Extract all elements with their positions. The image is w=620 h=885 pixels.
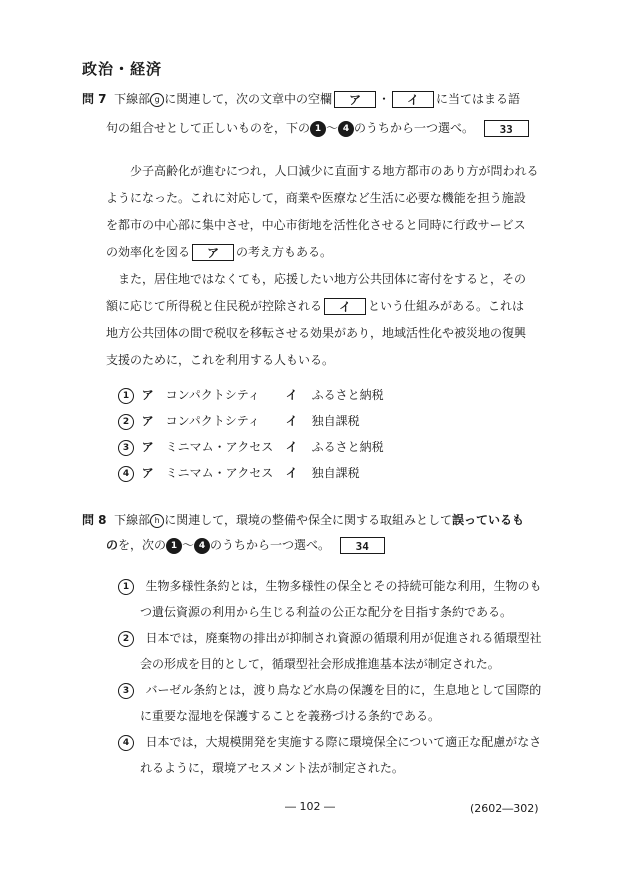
underline-marker-g: g [150, 93, 164, 107]
option-text: に重要な湿地を保護することを義務づける条約である。 [140, 709, 441, 723]
passage-text: の考え方もある。 [236, 245, 333, 259]
q8-stem-line2 [106, 532, 387, 559]
option-number: 4 [118, 466, 134, 482]
q7-option-1[interactable] [118, 386, 384, 404]
q7-stem-line1 [82, 86, 520, 113]
q7-text: に当てはまる語 [435, 92, 520, 106]
passage-line: を都市の中心部に集中させ，中心市街地を活性化させると同時に行政サービス [106, 218, 526, 232]
q7-stem-line2 [106, 115, 531, 142]
option-term-a: ミニマム・アクセス [165, 466, 274, 480]
q8-text: を，次の [118, 538, 167, 552]
q7-option-3[interactable] [118, 438, 384, 456]
blank-a-box: ア [334, 91, 376, 108]
option-label-i: イ [285, 388, 298, 402]
range-start-number: 1 [166, 538, 182, 554]
blank-i-box: イ [392, 91, 434, 108]
option-term-i: 独自課税 [311, 466, 360, 480]
option-number: 1 [118, 388, 134, 404]
answer-number-box-33: 33 [484, 120, 529, 137]
q8-emphasis: の [106, 538, 119, 552]
passage-line: ようになった。これに対応して，商業や医療など生活に必要な機能を担う施設 [106, 191, 526, 205]
blank-a-box: ア [192, 244, 234, 261]
q7-number: 問 7 [82, 92, 107, 106]
range-start-number: 1 [310, 121, 326, 137]
blank-i-box: イ [324, 298, 366, 315]
q7-option-4[interactable] [118, 464, 360, 482]
passage-text: 額に応じて所得税と住民税が控除される [106, 299, 323, 313]
option-term-a: ミニマム・アクセス [165, 440, 274, 454]
option-text: 日本では，大規模開発を実施する際に環境保全について適正な配慮がなさ [145, 735, 542, 749]
option-text: バーゼル条約とは，渡り鳥など水鳥の保護を目的に，生息地として国際的 [145, 683, 542, 697]
q8-text: に関連して，環境の整備や保全に関する取組みとして [164, 513, 452, 527]
range-end-number: 4 [338, 121, 354, 137]
q8-option-1[interactable] [118, 573, 541, 625]
option-label-i: イ [285, 414, 298, 428]
option-term-a: コンパクトシティ [165, 388, 260, 402]
option-label-a: ア [141, 466, 154, 480]
page-number: ― 102 ― [285, 800, 335, 813]
q8-text: 下線部 [114, 513, 151, 527]
option-text: 日本では，廃棄物の排出が抑制され資源の循環利用が促進される循環型社 [145, 631, 542, 645]
passage-line [106, 293, 524, 320]
passage-line: 支援のために，これを利用する人もいる。 [106, 353, 335, 367]
option-text: 生物多様性条約とは，生物多様性の保全とその持続可能な利用，生物のも [145, 579, 542, 593]
option-label-i: イ [285, 440, 298, 454]
answer-number-box-34: 34 [340, 537, 385, 554]
range-end-number: 4 [194, 538, 210, 554]
option-text: つ遺伝資源の利用から生じる利益の公正な配分を目指す条約である。 [140, 605, 513, 619]
q8-stem-line1 [82, 507, 524, 534]
passage-line: 少子高齢化が進むにつれ，人口減少に直面する地方都市のあり方が問われる [130, 164, 539, 178]
q8-text: のうちから一つ選べ。 [210, 538, 331, 552]
underline-marker-h: h [150, 514, 164, 528]
passage-text: という仕組みがある。これは [368, 299, 525, 313]
option-number: 1 [118, 579, 134, 595]
q8-emphasis: 誤っているも [451, 513, 524, 527]
option-number: 3 [118, 440, 134, 456]
q7-text: 句の組合せとして正しいものを，下の [106, 121, 311, 135]
q7-text: 下線部 [114, 92, 151, 106]
option-number: 2 [118, 414, 134, 430]
option-term-i: ふるさと納税 [311, 388, 384, 402]
option-label-i: イ [285, 466, 298, 480]
passage-line: 地方公共団体の間で税収を移転させる効果があり，地域活性化や被災地の復興 [106, 326, 527, 340]
option-term-i: ふるさと納税 [311, 440, 384, 454]
subject-heading: 政治・経済 [82, 60, 163, 78]
option-term-a: コンパクトシティ [165, 414, 260, 428]
option-label-a: ア [141, 388, 154, 402]
option-text: 会の形成を目的として，循環型社会形成推進基本法が制定された。 [140, 657, 500, 671]
option-label-a: ア [141, 414, 154, 428]
passage-line: また，居住地ではなくても，応援したい地方公共団体に寄付をすると，その [118, 272, 527, 286]
q8-tilde: ～ [182, 538, 195, 552]
q8-option-3[interactable] [118, 677, 541, 729]
q8-option-4[interactable] [118, 729, 541, 781]
option-number: 2 [118, 631, 134, 647]
option-number: 4 [118, 735, 134, 751]
option-label-a: ア [141, 440, 154, 454]
q8-number: 問 8 [82, 513, 107, 527]
q7-option-2[interactable] [118, 412, 360, 430]
q7-text: のうちから一つ選べ。 [354, 121, 475, 135]
option-number: 3 [118, 683, 134, 699]
exam-code: (2602―302) [470, 802, 539, 815]
q7-text: に関連して，次の文章中の空欄 [164, 92, 332, 106]
q7-dot: ・ [377, 92, 390, 106]
q8-option-2[interactable] [118, 625, 541, 677]
option-term-i: 独自課税 [311, 414, 360, 428]
passage-line [106, 239, 332, 266]
q7-tilde: ～ [326, 121, 339, 135]
passage-text: の効率化を図る [106, 245, 191, 259]
option-text: れるように，環境アセスメント法が制定された。 [140, 761, 404, 775]
